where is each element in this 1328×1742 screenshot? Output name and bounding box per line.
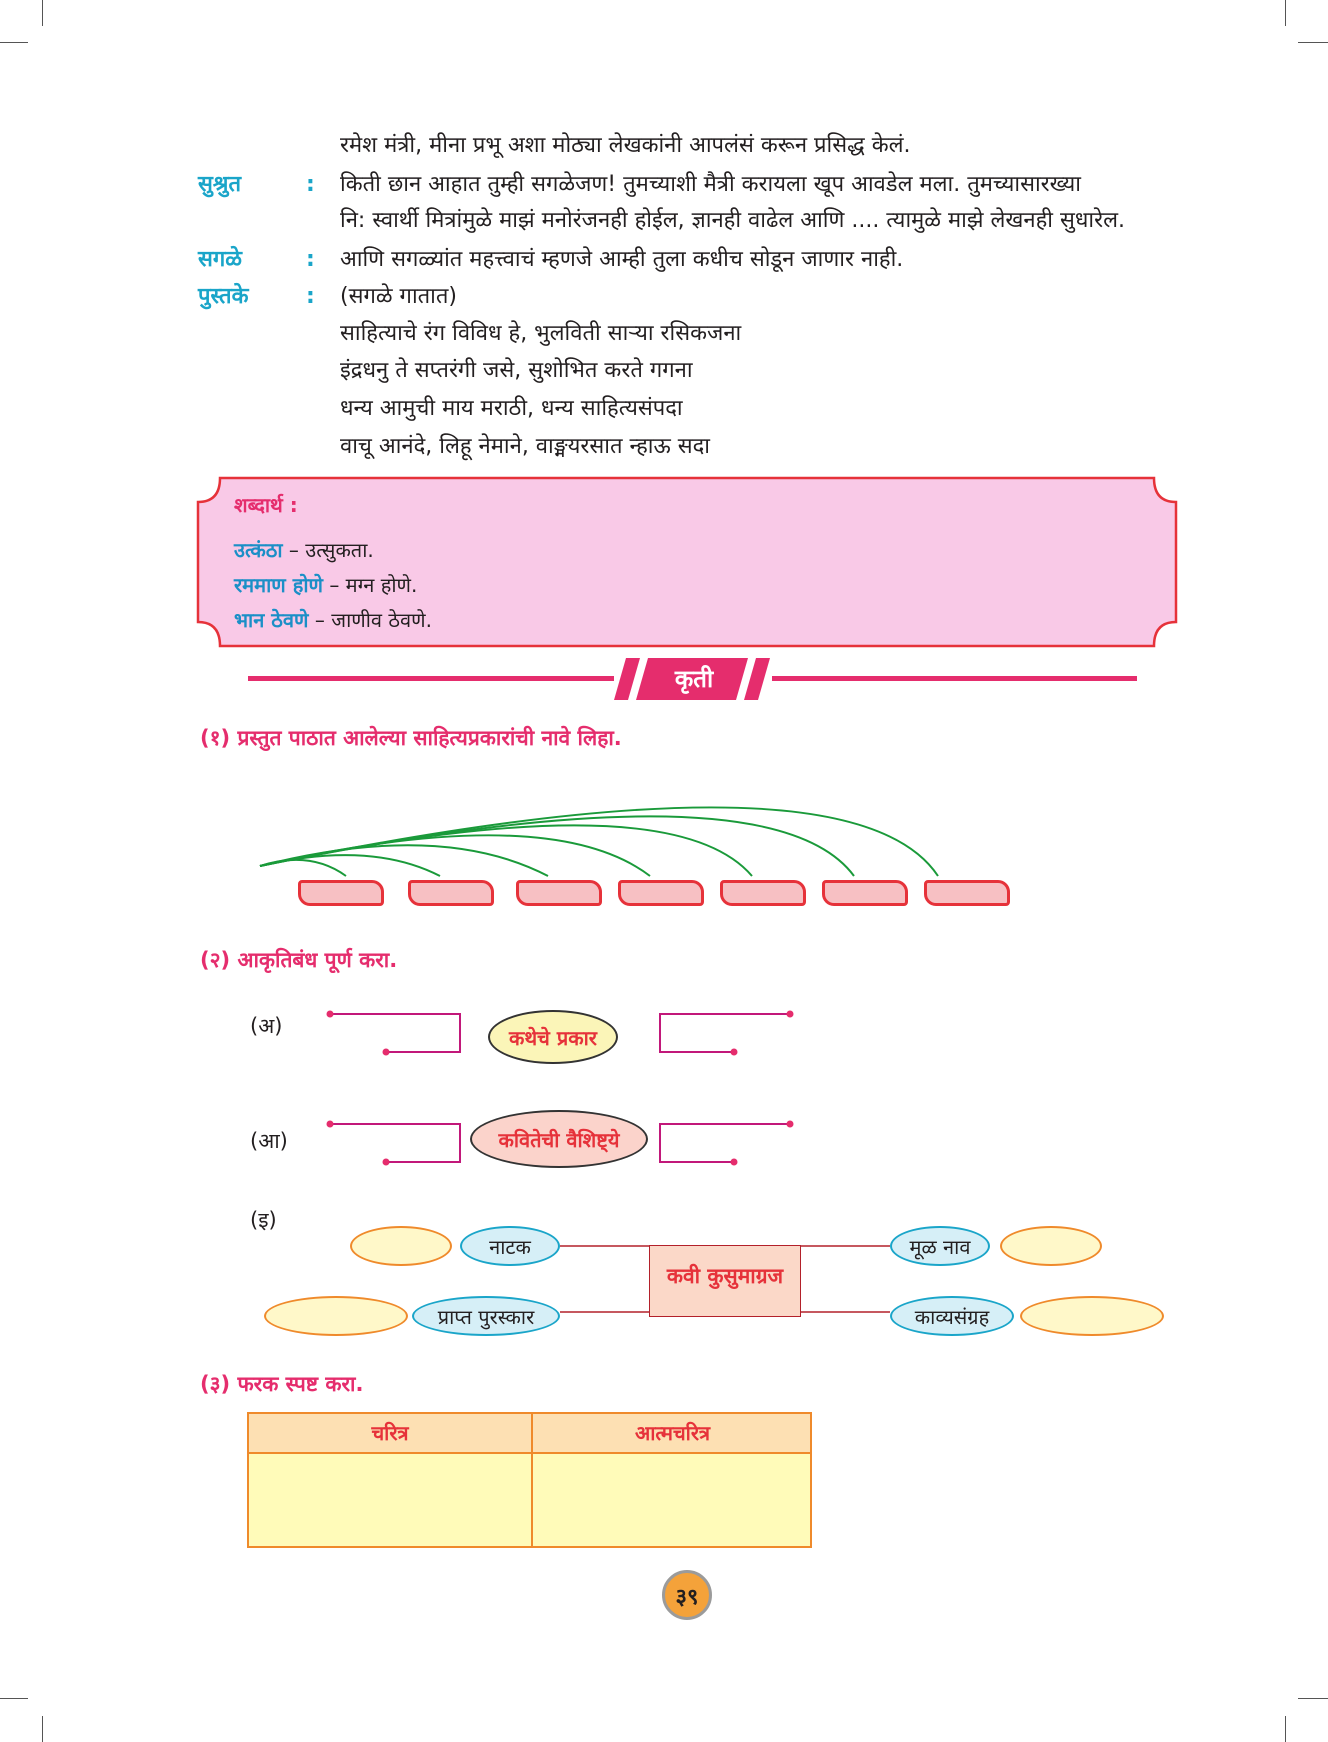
sub-label-a: (अ) — [250, 1014, 283, 1038]
glossary-term: भान ठेवणे — [234, 608, 309, 632]
crop-mark — [1285, 0, 1286, 26]
dialogue-line: किती छान आहात तुम्ही सगळेजण! तुमच्याशी मैत्री करायला खूप आवडेल मला. तुमच्यासारख्या — [340, 172, 1081, 197]
glossary-term: उत्कंठा — [234, 538, 283, 562]
page-number: ३९ — [675, 1585, 699, 1610]
question-text: आकृतिबंध पूर्ण करा. — [237, 948, 398, 972]
sub-label-i: (इ) — [250, 1208, 277, 1232]
table-header-atmacharitra: आत्मचरित्र — [634, 1421, 711, 1445]
poem-line: इंद्रधनु ते सप्तरंगी जसे, सुशोभित करते गगना — [340, 358, 693, 383]
answer-box[interactable] — [408, 880, 494, 906]
question-text: प्रस्तुत पाठात आलेल्या साहित्यप्रकारांची नावे लिहा. — [237, 726, 622, 750]
label-oval-puraskar: प्राप्त पुरस्कार — [412, 1296, 560, 1336]
sub-label-aa: (आ) — [250, 1129, 288, 1153]
dialogue-line: (सगळे गातात) — [340, 284, 457, 309]
glossary-item — [234, 571, 417, 598]
label-oval-kavyasangraha: काव्यसंग्रह — [890, 1296, 1014, 1336]
question-2 — [200, 946, 397, 974]
question-number: (१) — [200, 726, 231, 750]
glossary-item — [234, 536, 374, 563]
answer-oval[interactable] — [264, 1296, 408, 1336]
speaker-sagle: सगळे — [198, 247, 242, 272]
crop-mark — [42, 1716, 43, 1742]
dialogue-line: रमेश मंत्री, मीना प्रभू अशा मोठ्या लेखकांनी आपलंसं करून प्रसिद्ध केलं. — [340, 133, 911, 158]
answer-oval[interactable] — [1020, 1296, 1164, 1336]
banner-title: कृती — [674, 665, 714, 693]
answer-box[interactable] — [924, 880, 1010, 906]
colon: : — [306, 247, 315, 272]
glossary-title: शब्दार्थ : — [234, 493, 298, 517]
poem-line: वाचू आनंदे, लिहू नेमाने, वाङ्मयरसात न्हाऊ सदा — [340, 434, 710, 459]
banner-rule-left — [248, 676, 614, 681]
speaker-pustake: पुस्तके — [198, 284, 249, 309]
poem-line: साहित्याचे रंग विविध हे, भुलविती साऱ्या रसिकजना — [340, 321, 742, 346]
glossary-meaning: – उत्सुकता. — [282, 538, 374, 562]
glossary-term: रममाण होणे — [234, 573, 323, 597]
bracket-right — [656, 1116, 794, 1166]
table-cell[interactable] — [249, 1454, 531, 1548]
question-number: (२) — [200, 948, 231, 972]
center-oval: कवितेची वैशिष्ट्ये — [470, 1110, 648, 1168]
glossary-item — [234, 606, 432, 633]
answer-oval[interactable] — [350, 1226, 452, 1266]
answer-box[interactable] — [618, 880, 704, 906]
glossary-meaning: – मग्न होणे. — [322, 573, 418, 597]
question-1 — [200, 724, 622, 752]
question-number: (३) — [200, 1372, 231, 1396]
answer-box[interactable] — [822, 880, 908, 906]
answer-box[interactable] — [516, 880, 602, 906]
colon: : — [306, 172, 315, 197]
crop-mark — [1298, 1698, 1328, 1699]
question-text: फरक स्पष्ट करा. — [237, 1372, 364, 1396]
speaker-sushrut: सुश्रुत — [198, 172, 241, 197]
table-header-charitra: चरित्र — [371, 1421, 409, 1445]
glossary-meaning: – जाणीव ठेवणे. — [308, 608, 432, 632]
fan-line — [260, 855, 440, 876]
dialogue-line: आणि सगळ्यांत महत्त्वाचं म्हणजे आम्ही तुला कधीच सोडून जाणार नाही. — [340, 247, 904, 272]
banner-rule-right — [772, 676, 1137, 681]
answer-box[interactable] — [298, 880, 384, 906]
label-oval-natak: नाटक — [460, 1226, 560, 1266]
bracket-left — [322, 1006, 464, 1056]
crop-mark — [42, 0, 43, 26]
poem-line: धन्य आमुची माय मराठी, धन्य साहित्यसंपदा — [340, 396, 683, 421]
crop-mark — [1298, 42, 1328, 43]
crop-mark — [0, 42, 28, 43]
question-3 — [200, 1370, 363, 1398]
dialogue-line: नि: स्वार्थी मित्रांमुळे माझं मनोरंजनही होईल, ज्ञानही वाढेल आणि .... त्यामुळे माझे लेखनही सुधारेल. — [340, 208, 1125, 233]
compare-table — [247, 1412, 812, 1548]
bracket-right — [656, 1006, 794, 1056]
answer-oval[interactable] — [1000, 1226, 1102, 1266]
bracket-left — [322, 1116, 464, 1166]
crop-mark — [1285, 1716, 1286, 1742]
answer-box[interactable] — [720, 880, 806, 906]
label-oval-mool-naav: मूळ नाव — [890, 1226, 990, 1266]
crop-mark — [0, 1698, 28, 1699]
center-oval: कथेचे प्रकार — [488, 1010, 618, 1064]
table-cell[interactable] — [533, 1454, 812, 1548]
center-box-label: कवी कुसुमाग्रज — [666, 1264, 784, 1288]
colon: : — [306, 284, 315, 309]
